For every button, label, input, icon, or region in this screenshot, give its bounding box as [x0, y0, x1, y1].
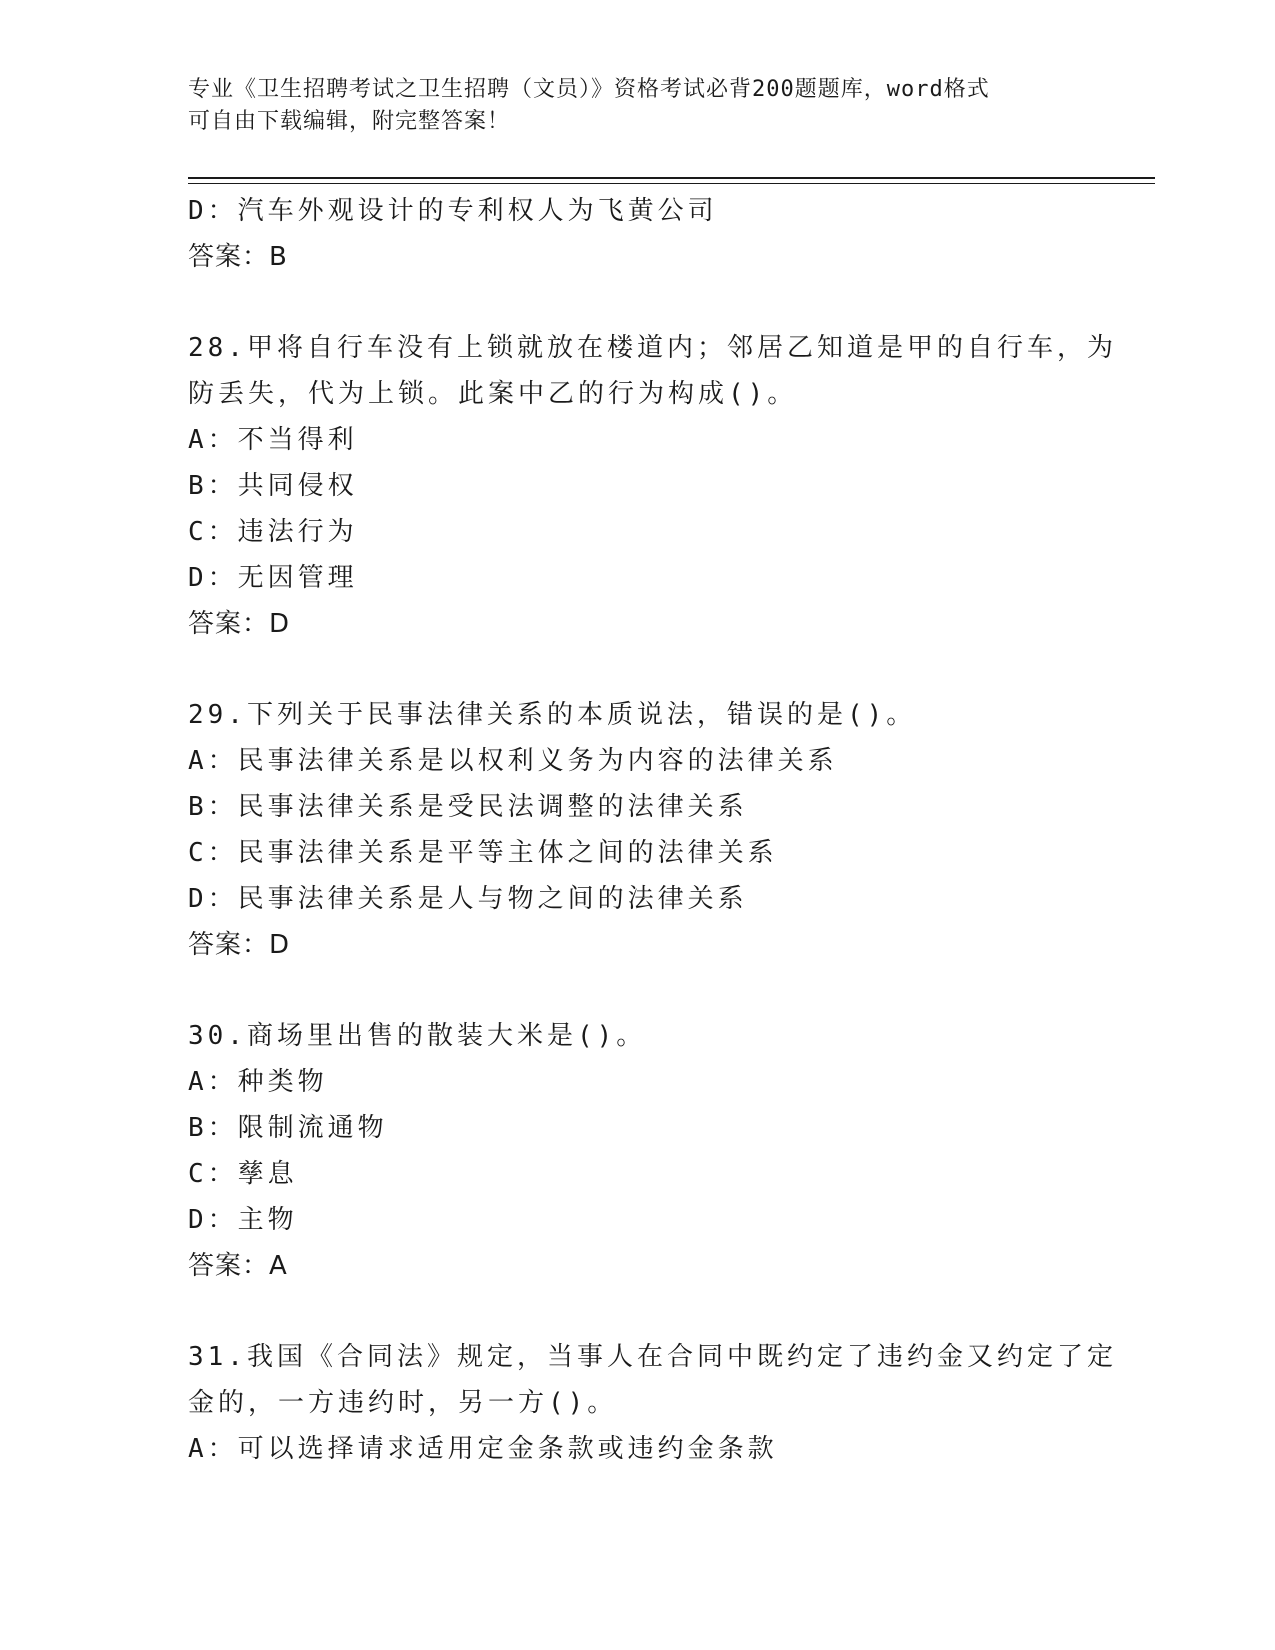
header-divider-thick: [188, 177, 1155, 179]
option-d: D：汽车外观设计的专利权人为飞黄公司: [188, 196, 718, 226]
option-d: D：无因管理: [188, 563, 358, 593]
answer-line: 答案：B: [188, 242, 288, 272]
question-stem-line-2: 金的，一方违约时，另一方()。: [188, 1388, 618, 1418]
option-d: D：主物: [188, 1205, 298, 1235]
header-line-1: 专业《卫生招聘考试之卫生招聘（文员）》资格考试必背200题题库，word格式: [188, 77, 990, 102]
option-c: C：孳息: [188, 1159, 298, 1189]
question-stem-line-1: 30.商场里出售的散装大米是()。: [188, 1021, 647, 1051]
option-d: D：民事法律关系是人与物之间的法律关系: [188, 884, 748, 914]
option-c: C：民事法律关系是平等主体之间的法律关系: [188, 838, 778, 868]
question-fragment-27: [188, 188, 1088, 280]
header-line-2: 可自由下载编辑，附完整答案！: [188, 109, 511, 134]
question-stem-line-1: 29.下列关于民事法律关系的本质说法，错误的是()。: [188, 700, 917, 730]
question-stem-line-2: 防丢失，代为上锁。此案中乙的行为构成()。: [188, 379, 798, 409]
answer-line: 答案：D: [188, 609, 291, 639]
answer-line: 答案：D: [188, 930, 291, 960]
question-stem-line-1: 31.我国《合同法》规定，当事人在合同中既约定了违约金又约定了定: [188, 1342, 1117, 1372]
spacer: [188, 968, 1088, 1013]
spacer: [188, 1289, 1088, 1334]
page-header: [188, 74, 1068, 138]
option-b: B：民事法律关系是受民法调整的法律关系: [188, 792, 748, 822]
option-a: A：不当得利: [188, 425, 358, 455]
question-stem-line-1: 28.甲将自行车没有上锁就放在楼道内；邻居乙知道是甲的自行车，为: [188, 333, 1117, 363]
question-29: [188, 692, 1088, 968]
spacer: [188, 280, 1088, 325]
option-a: A：可以选择请求适用定金条款或违约金条款: [188, 1434, 778, 1464]
header-divider-thin: [188, 183, 1155, 184]
option-b: B：限制流通物: [188, 1113, 388, 1143]
option-c: C：违法行为: [188, 517, 358, 547]
option-b: B：共同侵权: [188, 471, 358, 501]
question-list: [188, 188, 1117, 1472]
question-31: [188, 1334, 1117, 1472]
question-30: [188, 1013, 1088, 1289]
spacer: [188, 647, 1088, 692]
option-a: A：种类物: [188, 1067, 328, 1097]
answer-line: 答案：A: [188, 1251, 288, 1281]
question-28: [188, 325, 1117, 647]
option-a: A：民事法律关系是以权利义务为内容的法律关系: [188, 746, 838, 776]
